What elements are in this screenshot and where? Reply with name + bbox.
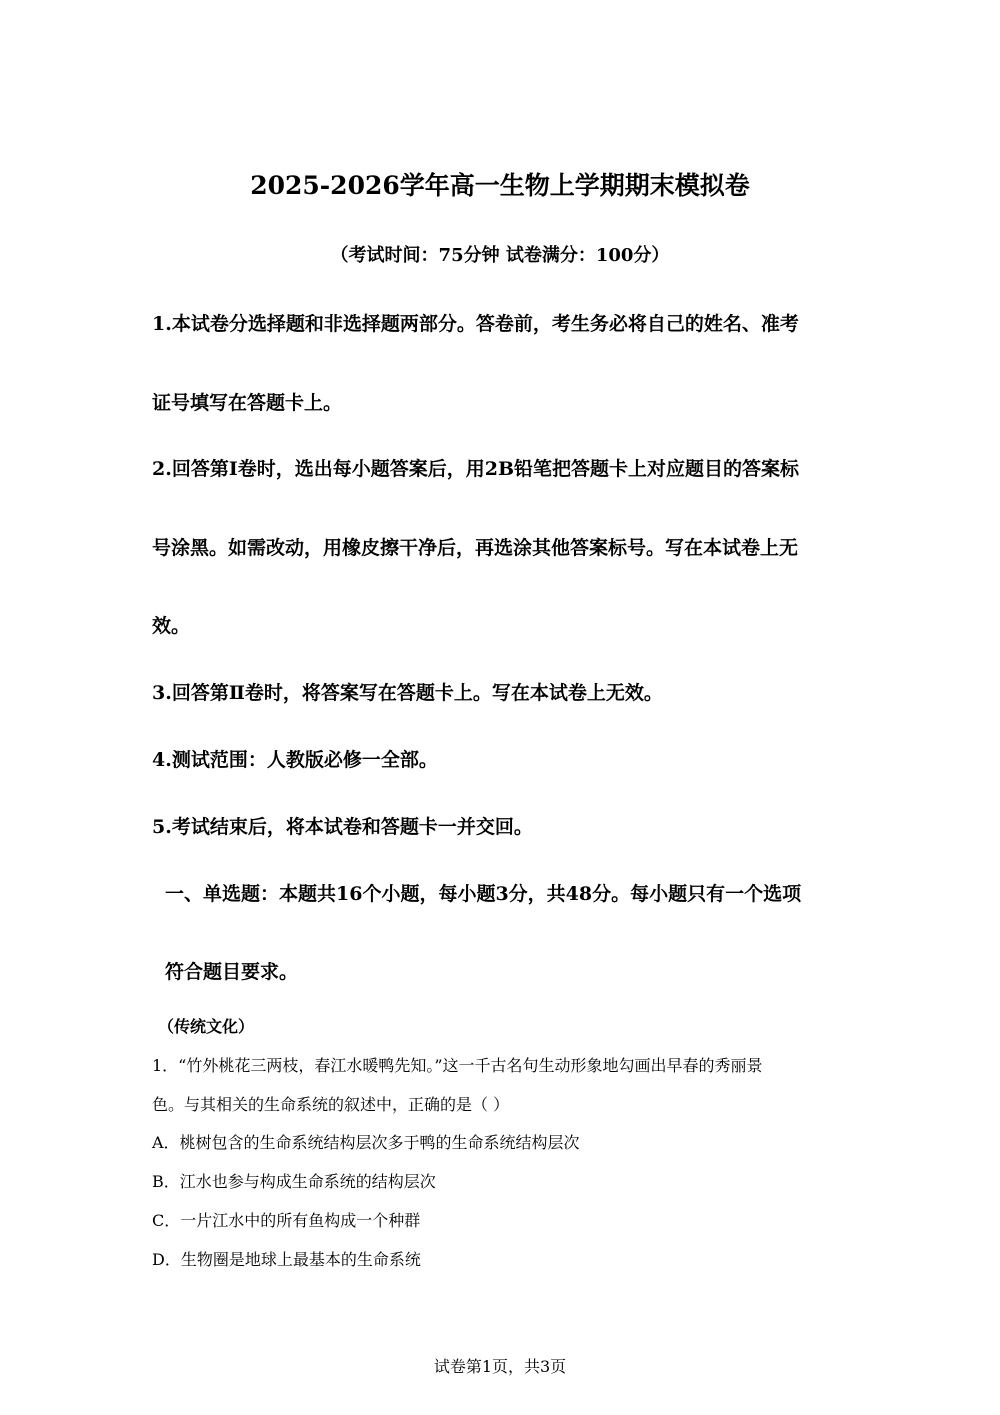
instruction-line: 1.本试卷分选择题和非选择题两部分。答卷前，考生务必将自己的姓名、准考: [152, 313, 799, 335]
exam-subtitle: （考试时间：75分钟 试卷满分：100分）: [330, 245, 670, 266]
section-heading-continued: 符合题目要求。: [165, 961, 299, 983]
instruction-line: 效。: [152, 615, 191, 637]
topic-tag: （传统文化）: [158, 1017, 255, 1036]
answer-option-c: C．一片江水中的所有鱼构成一个种群: [152, 1211, 421, 1230]
exam-title: 2025-2026学年高一生物上学期期末模拟卷: [250, 171, 750, 200]
instruction-line: 2.回答第Ⅰ卷时，选出每小题答案后，用2B铅笔把答题卡上对应题目的答案标: [152, 458, 800, 480]
question-stem: 1．“竹外桃花三两枝，春江水暖鸭先知。”这一千古名句生动形象地勾画出早春的秀丽景: [152, 1056, 763, 1075]
instruction-line: 4.测试范围：人教版必修一全部。: [152, 749, 438, 771]
page-footer: 试卷第1页，共3页: [433, 1357, 567, 1376]
instruction-line: 5.考试结束后，将本试卷和答题卡一并交回。: [152, 816, 533, 838]
section-heading: 一、单选题：本题共16个小题，每小题3分，共48分。每小题只有一个选项: [165, 883, 802, 905]
question-stem: 色。与其相关的生命系统的叙述中，正确的是（ ）: [152, 1095, 510, 1114]
instruction-line: 3.回答第Ⅱ卷时，将答案写在答题卡上。写在本试卷上无效。: [152, 682, 663, 704]
answer-option-d: D．生物圈是地球上最基本的生命系统: [152, 1250, 421, 1269]
instruction-line: 证号填写在答题卡上。: [152, 392, 343, 414]
answer-option-b: B．江水也参与构成生命系统的结构层次: [152, 1172, 436, 1191]
instruction-line: 号涂黑。如需改动，用橡皮擦干净后，再选涂其他答案标号。写在本试卷上无: [152, 537, 799, 559]
answer-option-a: A．桃树包含的生命系统结构层次多于鸭的生命系统结构层次: [152, 1133, 580, 1152]
